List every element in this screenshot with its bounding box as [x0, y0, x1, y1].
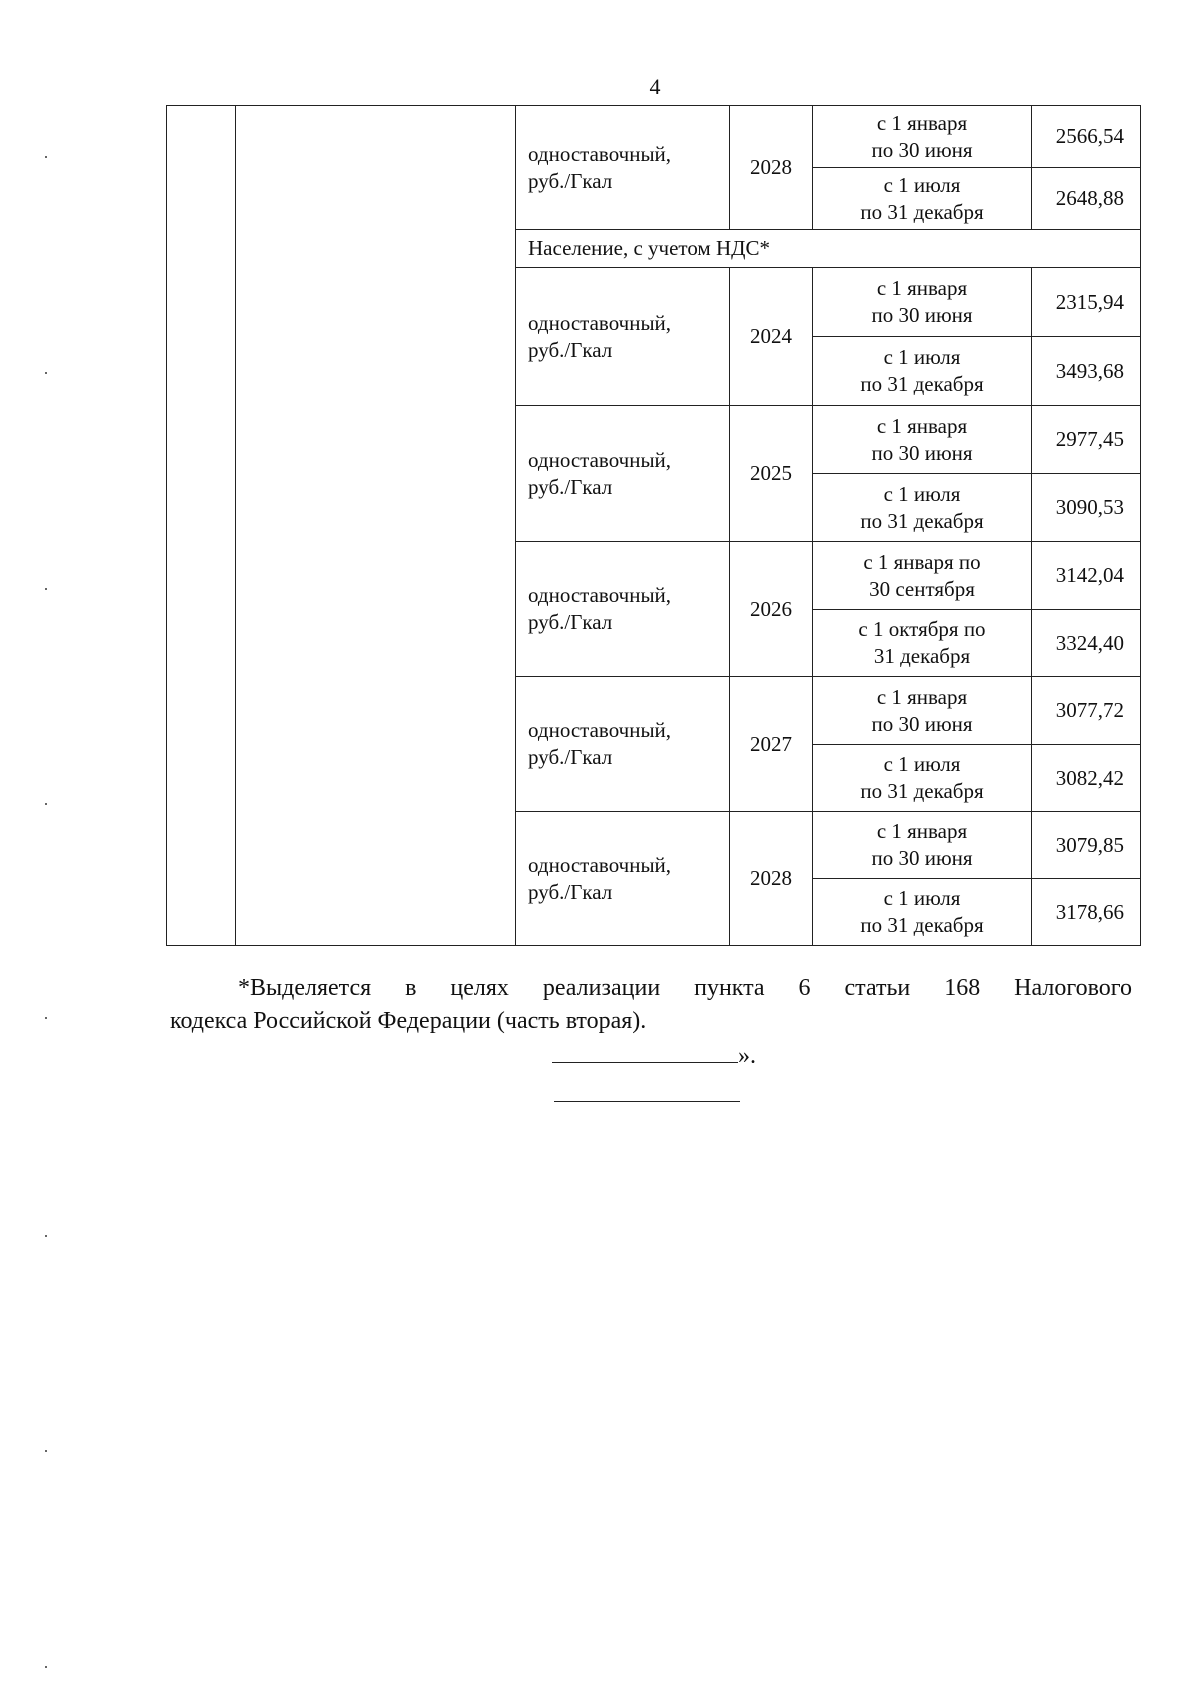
period-start: с 1 января: [876, 413, 968, 438]
period-start: с 1 июля: [883, 886, 961, 910]
year-cell: 2025: [730, 406, 813, 542]
period-start: с 1 июля: [883, 752, 961, 776]
period-end: по 31 декабря: [860, 199, 984, 224]
table-row: [167, 106, 1141, 168]
page-number: 4: [649, 74, 661, 99]
period-cell: [813, 879, 1032, 946]
rate-type-cell: [516, 106, 730, 230]
year-cell: 2027: [730, 677, 813, 812]
period-start: с 1 июля: [883, 345, 961, 369]
tariff-value: 3077,72: [1032, 677, 1141, 745]
scan-speck: [45, 1450, 47, 1452]
tariff-value: 2977,45: [1032, 406, 1141, 474]
period-end: по 31 декабря: [860, 779, 984, 803]
tariff-value: 3178,66: [1032, 879, 1141, 946]
rate-unit-line: руб./Гкал: [528, 745, 613, 769]
rate-type-cell: [516, 268, 730, 406]
scan-speck: [45, 156, 47, 158]
period-cell: [813, 106, 1032, 168]
year-cell: 2028: [730, 106, 813, 230]
rate-type-line: одноставочный,: [528, 583, 672, 607]
end-rule: [554, 1101, 740, 1102]
footnote: [170, 972, 1132, 1038]
rate-type-line: одноставочный,: [528, 141, 672, 166]
period-end: по 30 июня: [871, 846, 973, 870]
closing-quote: ».: [738, 1043, 756, 1069]
tariff-value: 3493,68: [1032, 337, 1141, 406]
rate-unit-line: руб./Гкал: [528, 879, 613, 904]
period-cell: [813, 474, 1032, 542]
scan-speck: [45, 1017, 47, 1019]
tariff-table: [166, 105, 1141, 946]
period-end: по 30 июня: [871, 711, 973, 736]
period-end: по 31 декабря: [860, 372, 984, 396]
period-cell: [813, 745, 1032, 812]
tariff-value: 3142,04: [1032, 542, 1141, 610]
period-start: с 1 января: [876, 684, 968, 709]
rate-type-line: одноставочный,: [528, 310, 672, 335]
year-cell: 2028: [730, 812, 813, 946]
scan-speck: [45, 803, 47, 805]
rate-type-cell: [516, 812, 730, 946]
year-cell: 2026: [730, 542, 813, 677]
tariff-value: 3082,42: [1032, 745, 1141, 812]
period-start: с 1 января по: [863, 549, 981, 574]
rate-unit-line: руб./Гкал: [528, 168, 613, 193]
period-cell: [813, 610, 1032, 677]
period-end: по 31 декабря: [860, 913, 984, 937]
year-cell: 2024: [730, 268, 813, 406]
period-cell: [813, 542, 1032, 610]
rate-type-line: одноставочный,: [528, 718, 672, 742]
period-cell: [813, 812, 1032, 879]
tariff-value: 2315,94: [1032, 268, 1141, 337]
rate-type-cell: [516, 542, 730, 677]
period-end: по 31 декабря: [860, 508, 984, 533]
period-end: по 30 июня: [871, 303, 973, 327]
period-start: с 1 января: [876, 110, 968, 135]
rate-type-cell: [516, 406, 730, 542]
rate-unit-line: руб./Гкал: [528, 337, 613, 362]
rate-type-line: одноставочный,: [528, 447, 672, 472]
blank-cell-number: [167, 106, 236, 946]
footnote-line-1: *Выделяется в целях реализации пункта 6 статьи 168 Налогового: [238, 975, 1132, 1001]
period-cell: [813, 268, 1032, 337]
rate-type-line: одноставочный,: [528, 852, 672, 877]
period-cell: [813, 337, 1032, 406]
rate-unit-line: руб./Гкал: [528, 610, 613, 634]
scan-speck: [45, 588, 47, 590]
period-start: с 1 января: [876, 819, 968, 843]
closing-mark: [552, 1040, 756, 1070]
period-cell: [813, 168, 1032, 230]
period-cell: [813, 677, 1032, 745]
tariff-value: 2566,54: [1032, 106, 1141, 168]
footnote-line-2: кодекса Российской Федерации (часть вторая).: [170, 1008, 647, 1034]
tariff-value: 2648,88: [1032, 168, 1141, 230]
period-cell: [813, 406, 1032, 474]
tariff-value: 3324,40: [1032, 610, 1141, 677]
blank-cell-name: [236, 106, 516, 946]
period-start: с 1 июля: [883, 172, 961, 197]
period-start: с 1 октября по: [858, 617, 986, 641]
group-label: Население, с учетом НДС*: [516, 230, 1141, 268]
period-end: 31 декабря: [873, 644, 971, 668]
rate-type-cell: [516, 677, 730, 812]
closing-underline: [552, 1040, 738, 1063]
period-end: по 30 июня: [871, 440, 973, 465]
period-start: с 1 января: [876, 276, 968, 300]
period-end: по 30 июня: [871, 137, 973, 162]
tariff-value: 3090,53: [1032, 474, 1141, 542]
rate-unit-line: руб./Гкал: [528, 474, 613, 499]
period-start: с 1 июля: [883, 481, 961, 506]
period-end: 30 сентября: [869, 576, 975, 601]
scan-speck: [45, 372, 47, 374]
scan-speck: [45, 1666, 47, 1668]
tariff-value: 3079,85: [1032, 812, 1141, 879]
scan-speck: [45, 1235, 47, 1237]
